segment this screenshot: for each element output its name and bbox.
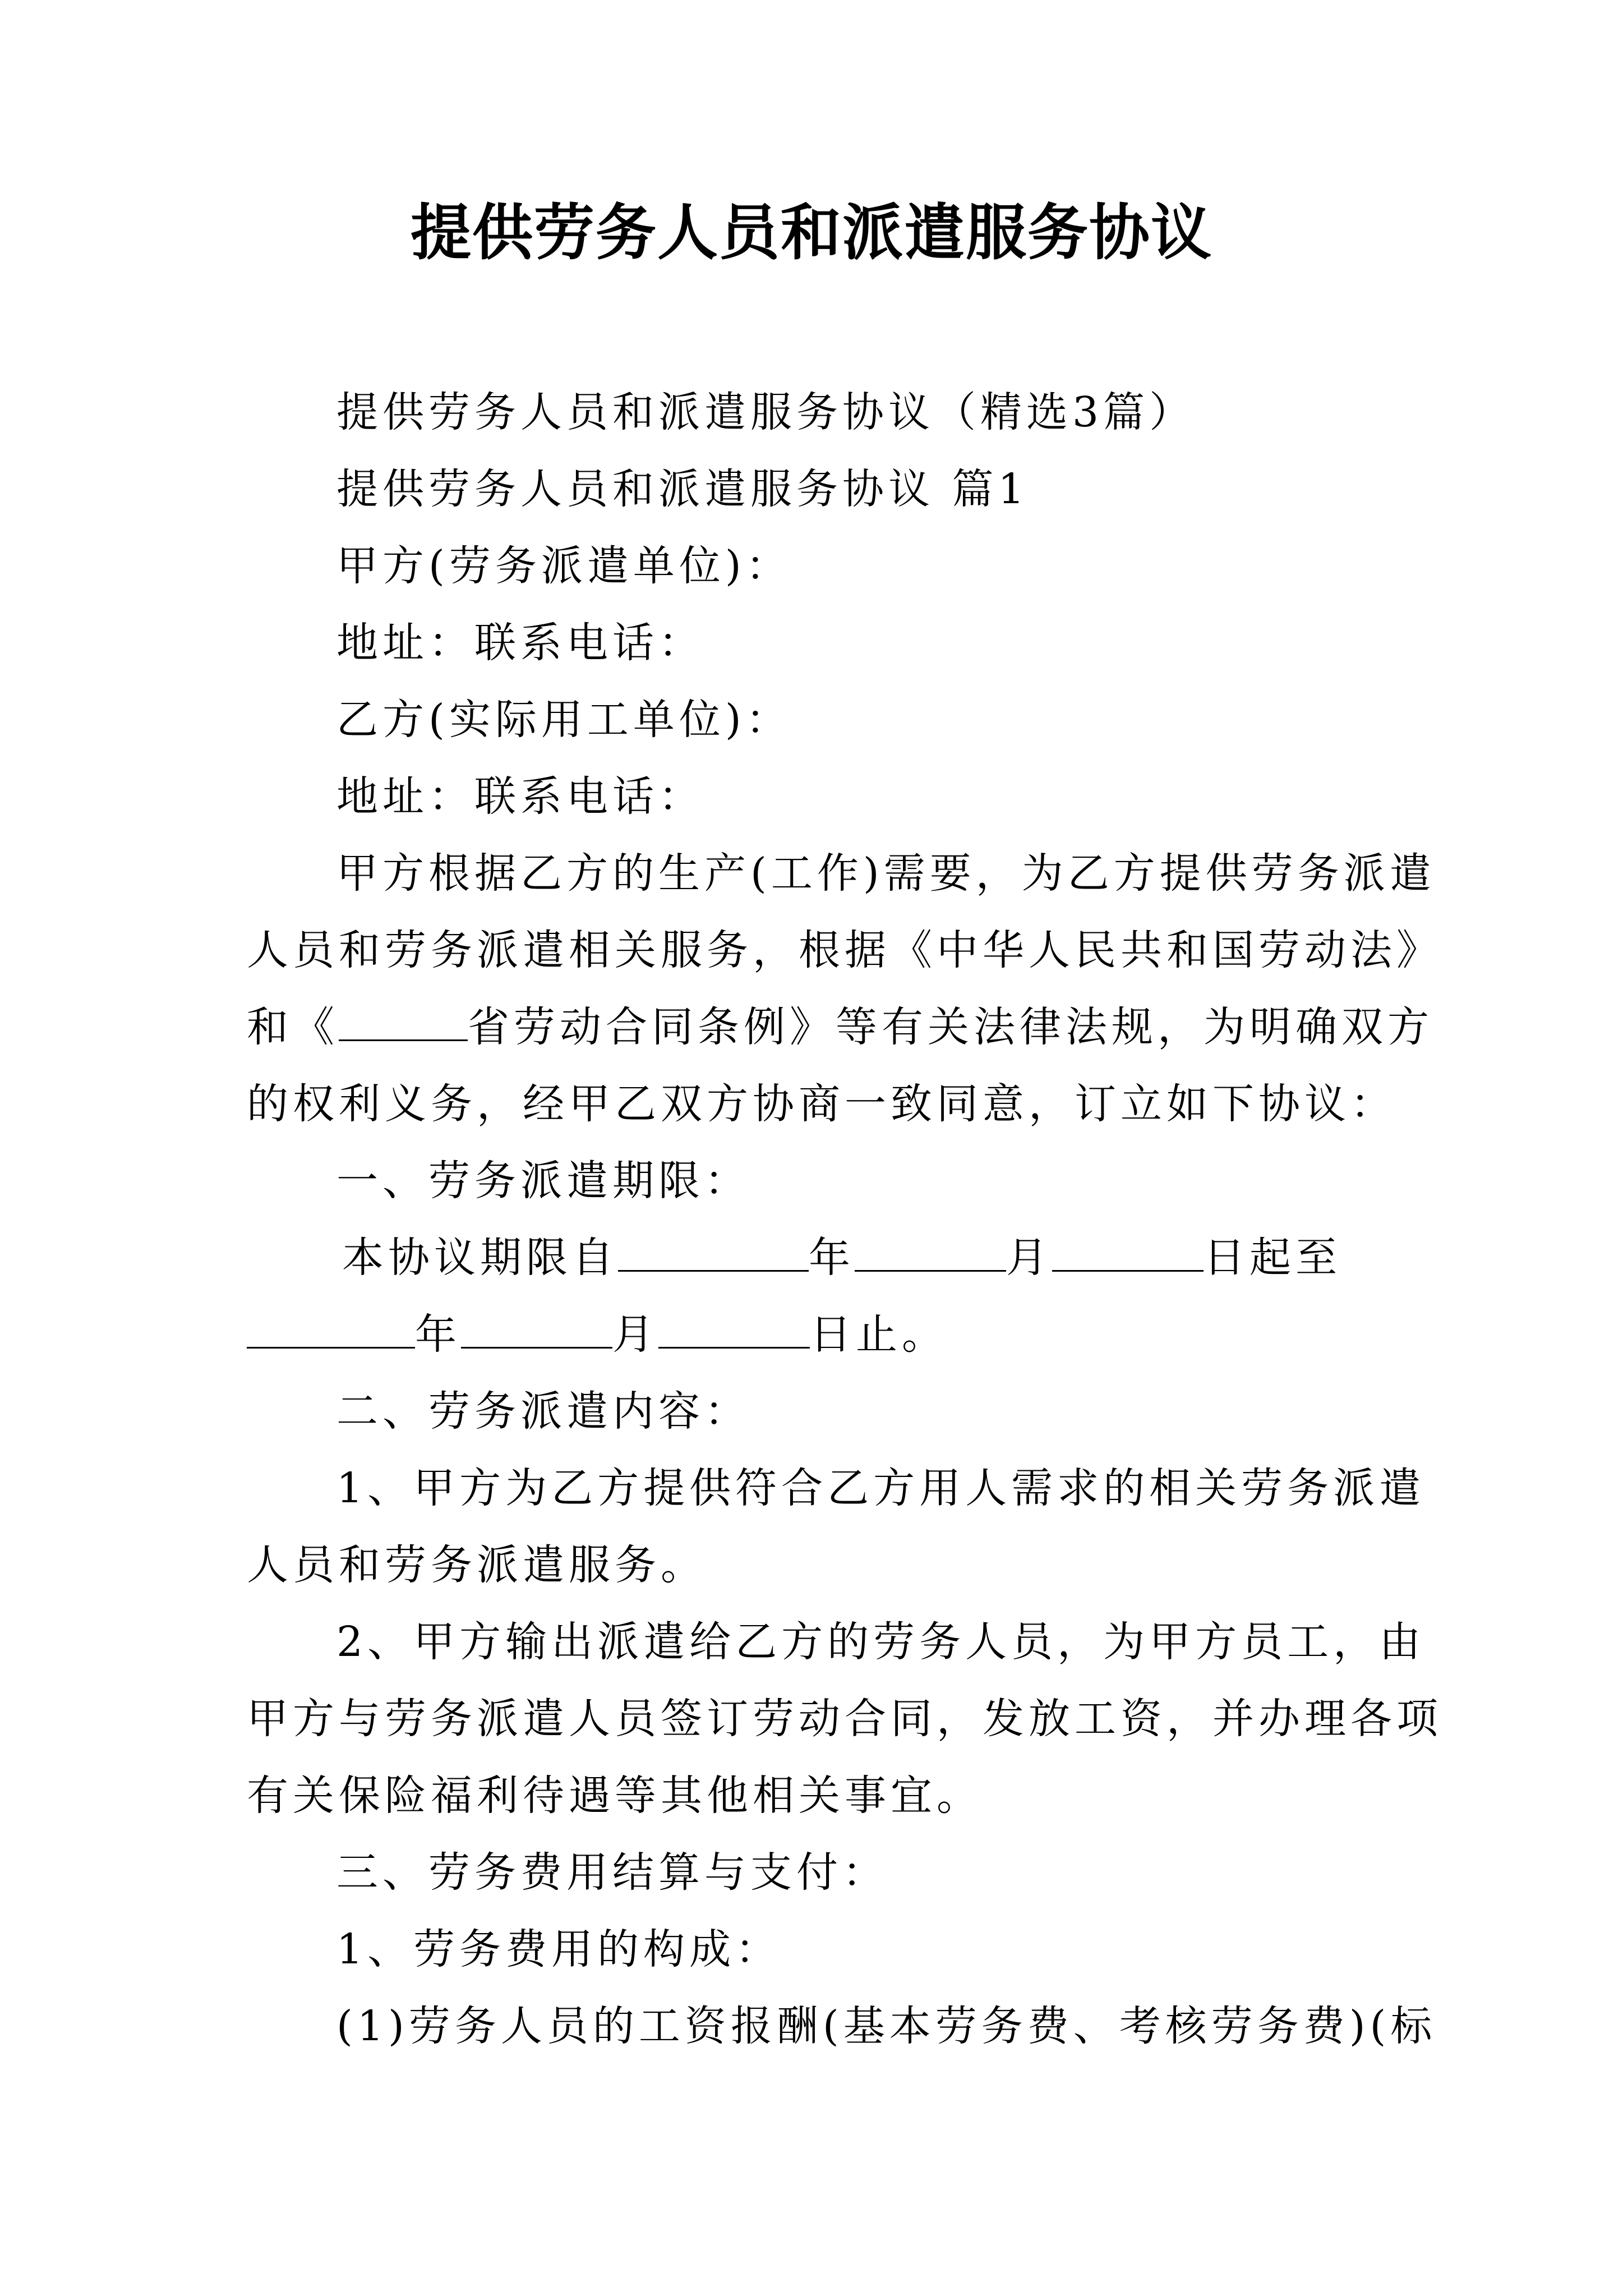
text-fragment: 和《 xyxy=(247,1003,339,1051)
text-fragment: 本协议期限自 xyxy=(342,1234,618,1282)
body-line: 人员和劳务派遣相关服务，根据《中华人民共和国劳动法》 xyxy=(247,926,1442,974)
start-month-blank xyxy=(855,1231,1006,1272)
clause-heading-2: 二、劳务派遣内容： xyxy=(336,1387,750,1435)
text-fragment: 年 xyxy=(415,1310,461,1359)
party-a-line: 甲方(劳务派遣单位)： xyxy=(336,542,792,590)
document-title: 提供劳务人员和派遣服务协议 xyxy=(410,197,1212,268)
start-day-blank xyxy=(1052,1231,1204,1272)
party-b-line: 乙方(实际用工单位)： xyxy=(336,696,792,744)
clause-heading-1: 一、劳务派遣期限： xyxy=(336,1157,750,1205)
section-heading-line: 提供劳务人员和派遣服务协议 篇1 xyxy=(336,465,1029,513)
province-blank xyxy=(339,1000,468,1041)
body-line: 1、劳务费用的构成： xyxy=(336,1925,782,1973)
body-line: 2、甲方输出派遣给乙方的劳务人员，为甲方员工，由 xyxy=(336,1618,1426,1666)
clause-heading-3: 三、劳务费用结算与支付： xyxy=(336,1848,888,1897)
end-year-blank xyxy=(247,1308,415,1349)
party-a-address-line: 地址：联系电话： xyxy=(336,619,704,667)
end-month-blank xyxy=(461,1308,612,1349)
body-line: 人员和劳务派遣服务。 xyxy=(247,1541,707,1589)
text-fragment: 日止。 xyxy=(810,1310,948,1359)
text-fragment: 月 xyxy=(1006,1234,1052,1282)
start-year-blank xyxy=(618,1231,809,1272)
body-line-with-blank xyxy=(247,996,1433,1058)
body-line: (1)劳务人员的工资报酬(基本劳务费、考核劳务费)(标 xyxy=(336,2002,1437,2050)
body-line: 有关保险福利待遇等其他相关事宜。 xyxy=(247,1772,983,1820)
body-line: 的权利义务，经甲乙双方协商一致同意，订立如下协议： xyxy=(247,1080,1396,1128)
end-day-blank xyxy=(658,1308,810,1349)
term-line-start xyxy=(342,1227,1497,1289)
text-fragment: 省劳动合同条例》等有关法律法规，为明确双方 xyxy=(468,1003,1433,1051)
text-fragment: 年 xyxy=(809,1234,855,1282)
subtitle-line: 提供劳务人员和派遣服务协议（精选3篇） xyxy=(336,388,1196,436)
text-fragment: 日起至 xyxy=(1204,1234,1341,1282)
body-line: 1、甲方为乙方提供符合乙方用人需求的相关劳务派遣 xyxy=(336,1464,1426,1512)
term-line-end xyxy=(247,1304,1402,1365)
party-b-address-line: 地址：联系电话： xyxy=(336,772,704,821)
text-fragment: 月 xyxy=(612,1310,658,1359)
body-line: 甲方与劳务派遣人员签订劳动合同，发放工资，并办理各项 xyxy=(247,1695,1442,1743)
body-line: 甲方根据乙方的生产(工作)需要，为乙方提供劳务派遣 xyxy=(336,849,1436,898)
